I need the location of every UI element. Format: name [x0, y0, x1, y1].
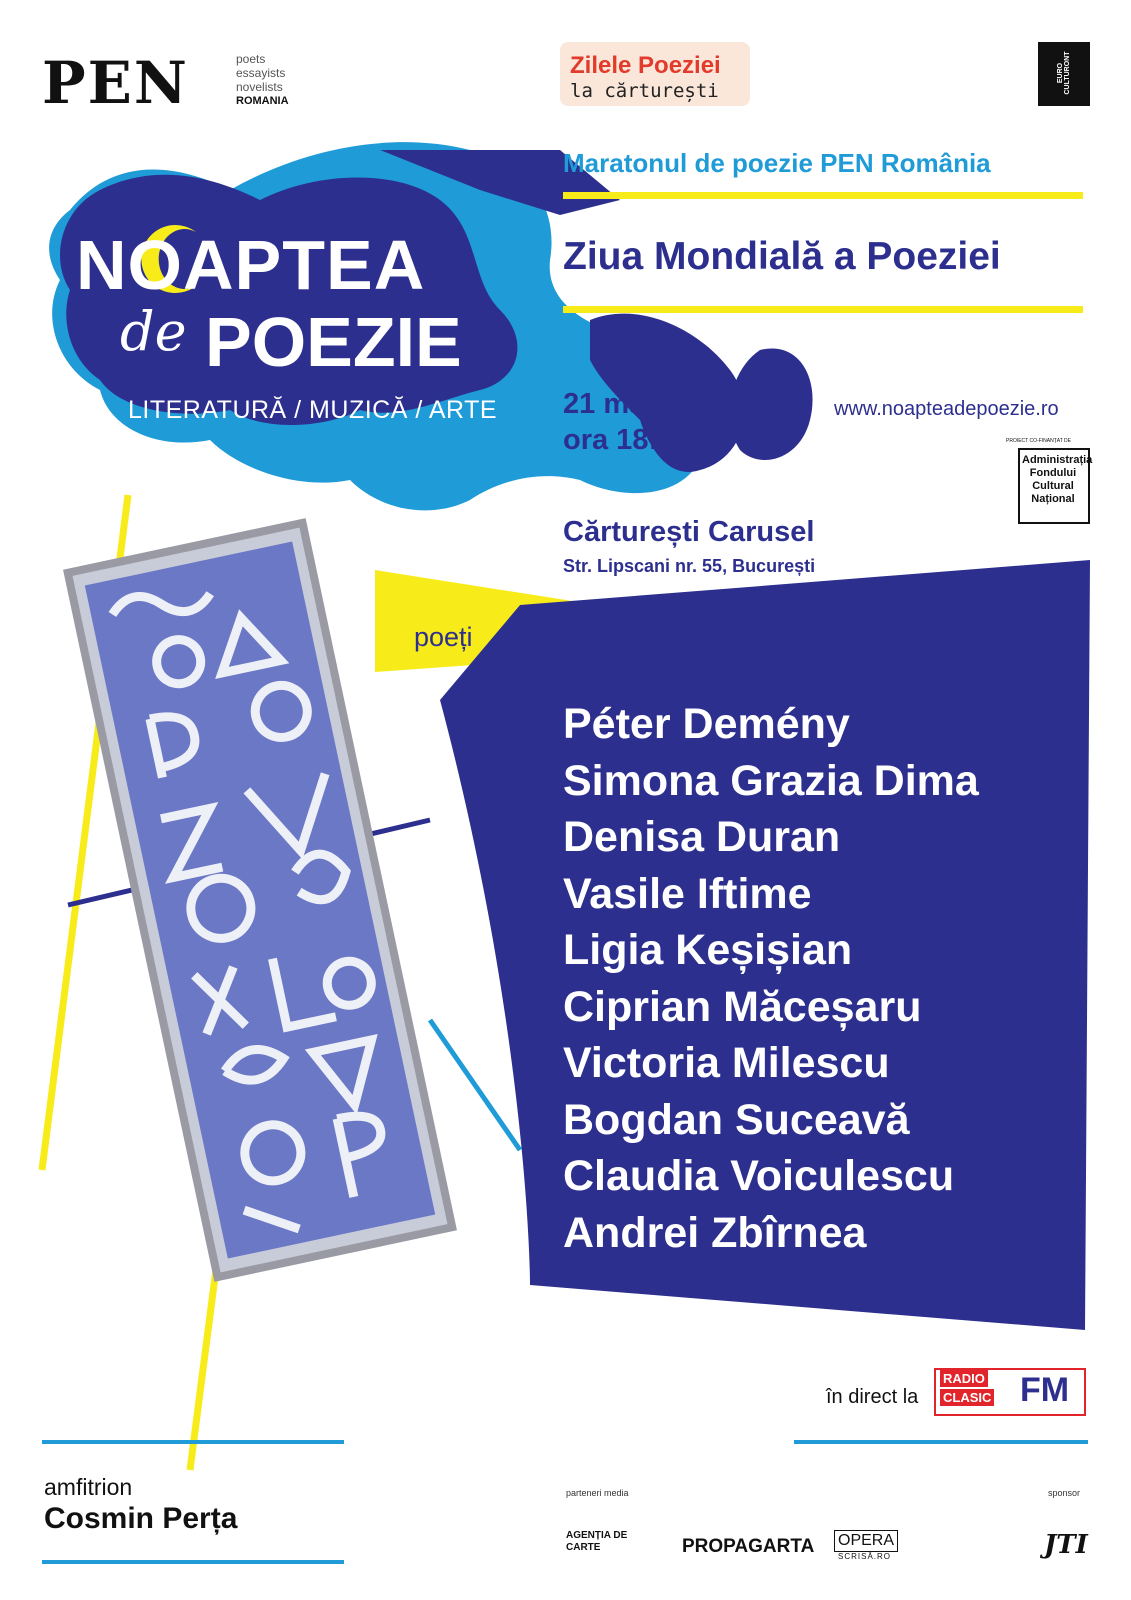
radio-logo-fm: FM [1020, 1371, 1070, 1409]
title-subtitle: LITERATURĂ / MUZICĂ / ARTE [128, 396, 498, 424]
blue-divider [794, 1440, 1088, 1444]
yellow-divider [563, 192, 1083, 199]
pen-tag-poets: poets [236, 52, 266, 66]
afcn-line: Administrația [1022, 454, 1093, 466]
afcn-line: Cultural [1032, 480, 1074, 492]
broadcast-label: în direct la [826, 1386, 919, 1408]
propagarta-logo: PROPAGARTA [682, 1536, 815, 1557]
pen-tag-novelists: novelists [236, 80, 283, 94]
zilele-poeziei-sub: la cărturești [570, 80, 719, 102]
opera-logo-sub: SCRISĂ.RO [838, 1552, 892, 1561]
event-date: 21 martie 2024 [563, 388, 763, 420]
poets-heading: poeți [414, 622, 473, 652]
poet-name: Ligia Keșișian [563, 926, 853, 974]
cofinance-caption: PROIECT CO-FINANȚAT DE [1006, 438, 1072, 444]
poet-name: Vasile Iftime [563, 869, 812, 918]
venue-name: Cărturești Carusel [563, 516, 815, 548]
poet-name: Victoria Milescu [563, 1039, 890, 1087]
sponsor-label: sponsor [1048, 1488, 1081, 1498]
blue-divider [42, 1440, 344, 1444]
opera-logo: OPERA [834, 1530, 898, 1552]
euro-culturont-text: EURO CULTURONT [1057, 51, 1071, 95]
pen-tag-essayists: essayists [236, 66, 286, 80]
zilele-poeziei-title: Zilele Poeziei [570, 52, 721, 79]
pen-logo: PEN [42, 49, 189, 117]
title-de: de [120, 300, 187, 363]
agentia-de-carte-logo: AGENȚIA DE CARTE [566, 1530, 628, 1553]
marathon-heading: Maratonul de poezie PEN România [563, 148, 991, 178]
yellow-divider [563, 306, 1083, 313]
poet-name: Simona Grazia Dima [563, 756, 979, 805]
afcn-line: Fondului [1029, 467, 1077, 479]
poet-name: Ciprian Măceșaru [563, 982, 922, 1031]
afcn-logo-text [1022, 454, 1093, 506]
poet-name: Bogdan Suceavă [563, 1095, 910, 1144]
world-day-heading: Ziua Mondială a Poeziei [563, 235, 1001, 278]
title-poezie: POEZIE [205, 303, 462, 381]
pen-tag-romania: ROMANIA [236, 95, 289, 107]
poet-name: Claudia Voiculescu [563, 1152, 955, 1200]
title-noaptea: NOAPTEA [76, 226, 426, 304]
blue-divider [42, 1560, 344, 1564]
radio-logo-line2: CLASIC [940, 1389, 994, 1406]
event-website[interactable]: www.noapteadepoezie.ro [834, 398, 1059, 420]
jti-logo: JTI [1044, 1530, 1088, 1560]
host-name: Cosmin Perța [44, 1502, 238, 1535]
media-partners-label: parteneri media [566, 1488, 629, 1498]
host-label: amfitrion [44, 1474, 133, 1500]
poet-name: Andrei Zbîrnea [563, 1208, 867, 1257]
afcn-line: Național [1031, 493, 1075, 505]
radio-logo-line1: RADIO [940, 1370, 988, 1387]
event-time: ora 18:30 [563, 424, 691, 456]
pen-tagline [236, 52, 289, 108]
poet-name: Péter Demény [563, 700, 850, 748]
venue-address: Str. Lipscani nr. 55, București [563, 556, 816, 576]
poet-name: Denisa Duran [563, 813, 841, 861]
